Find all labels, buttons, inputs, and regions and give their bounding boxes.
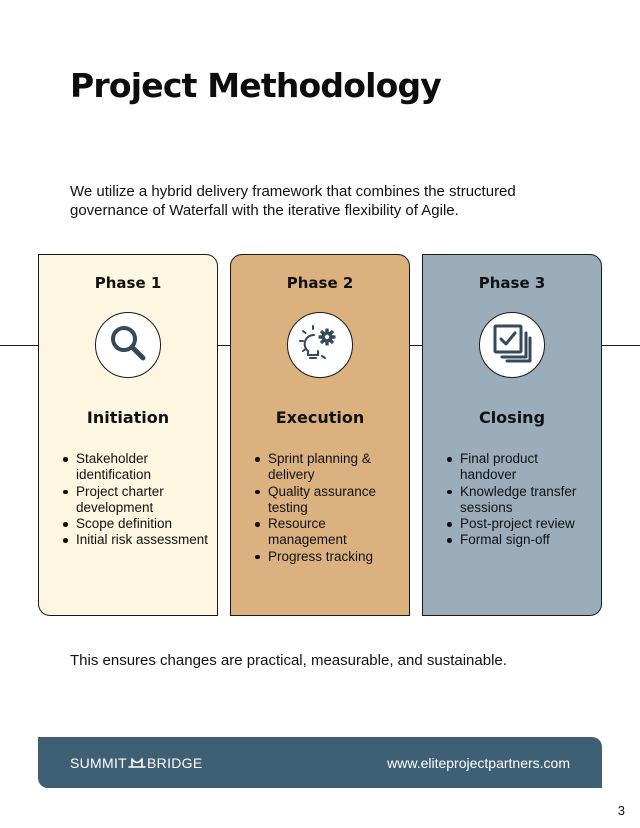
list-item: Formal sign-off [460, 532, 594, 548]
list-item: Sprint planning & delivery [268, 451, 402, 484]
lightbulb-gear-icon [297, 320, 343, 371]
list-item: Quality assurance testing [268, 484, 402, 517]
list-item: Project charter development [76, 484, 210, 517]
website-link[interactable]: www.eliteprojectpartners.com [387, 754, 570, 771]
brand-text-left: SUMMIT [70, 754, 128, 771]
phase-label: Phase 2 [286, 274, 354, 292]
phase-card-closing [422, 254, 602, 616]
list-item: Scope definition [76, 516, 210, 532]
phase-label: Phase 1 [94, 274, 162, 292]
phase-icon-circle [479, 312, 545, 378]
phase-name: Initiation [86, 408, 170, 427]
phase-icon-circle [95, 312, 161, 378]
brand-text-right: BRIDGE [147, 754, 203, 771]
closing-paragraph: This ensures changes are practical, measurable, and sustainable. [70, 652, 507, 669]
magnifying-glass-icon [106, 321, 150, 370]
list-item: Stakeholder identification [76, 451, 210, 484]
phase-bullet-list [76, 451, 210, 549]
intro-paragraph: We utilize a hybrid delivery framework that combines the structured governance of Waterfall with the iterative flexibility of Agile. [70, 183, 516, 219]
list-item: Final product handover [460, 451, 594, 484]
phase-card-initiation [38, 254, 218, 616]
brand-logo [70, 755, 203, 771]
phase-bullet-list [268, 451, 402, 565]
phase-icon-circle [287, 312, 353, 378]
page-title: Project Methodology [70, 66, 442, 105]
phase-label: Phase 3 [478, 274, 546, 292]
list-item: Progress tracking [268, 549, 402, 565]
list-item: Initial risk assessment [76, 532, 209, 548]
phase-bullet-list [460, 451, 594, 549]
bridge-icon [128, 757, 146, 769]
phase-name: Execution [275, 408, 365, 427]
checklist-icon [490, 321, 534, 370]
list-item: Resource management [268, 516, 402, 549]
list-item: Post-project review [460, 516, 594, 532]
list-item: Knowledge transfer sessions [460, 484, 594, 517]
phase-name: Closing [478, 408, 546, 427]
phase-card-execution [230, 254, 410, 616]
footer-bar [38, 737, 602, 788]
page-number: 3 [617, 803, 625, 818]
